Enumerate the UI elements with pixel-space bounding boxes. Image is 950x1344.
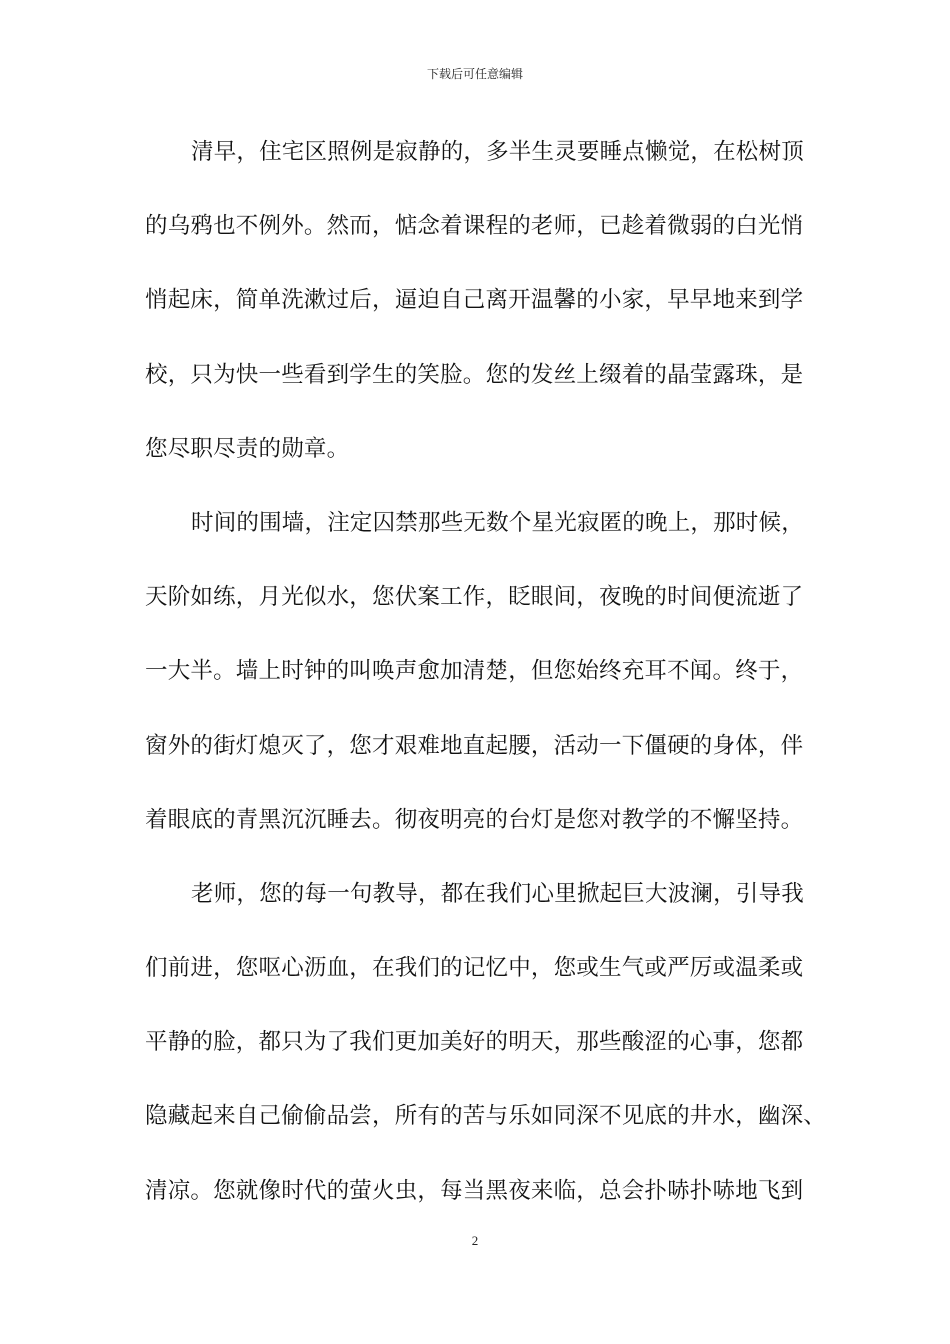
paragraph-line: 窗外的街灯熄灭了，您才艰难地直起腰，活动一下僵硬的身体，伴 [145,732,804,759]
paragraph-line: 时间的围墙，注定囚禁那些无数个星光寂匿的晚上，那时候， [191,509,804,536]
page-header: 下载后可任意编辑 [426,67,523,81]
paragraph-line: 校，只为快一些看到学生的笑脸。您的发丝上缀着的晶莹露珠，是 [145,361,804,388]
body-text [145,132,827,1245]
paragraph-line: 隐藏起来自己偷偷品尝，所有的苦与乐如同深不见底的井水，幽深、 [145,1103,827,1130]
paragraph-line: 平静的脸，都只为了我们更加美好的明天，那些酸涩的心事，您都 [145,1029,804,1056]
paragraph-line: 您尽职尽责的勋章。 [145,435,350,462]
paragraph-line: 悄起床，简单洗漱过后，逼迫自己离开温馨的小家，早早地来到学 [145,287,804,314]
paragraph-line: 老师，您的每一句教导，都在我们心里掀起巨大波澜，引导我 [191,880,804,907]
paragraph-line: 们前进，您呕心沥血，在我们的记忆中，您或生气或严厉或温柔或 [145,955,804,982]
paragraph-line: 着眼底的青黑沉沉睡去。彻夜明亮的台灯是您对教学的不懈坚持。 [145,806,804,833]
paragraph-line: 天阶如练，月光似水，您伏案工作，眨眼间，夜晚的时间便流逝了 [145,584,804,611]
paragraph-line: 的乌鸦也不例外。然而，惦念着课程的老师，已趁着微弱的白光悄 [145,213,804,240]
paragraph-line: 清凉。您就像时代的萤火虫，每当黑夜来临，总会扑哧扑哧地飞到 [145,1177,804,1204]
paragraph-line: 一大半。墙上时钟的叫唤声愈加清楚，但您始终充耳不闻。终于， [145,658,804,685]
paragraph-line: 清早，住宅区照例是寂静的，多半生灵要睡点懒觉，在松树顶 [191,139,804,165]
page-number: 2 [471,1233,479,1248]
